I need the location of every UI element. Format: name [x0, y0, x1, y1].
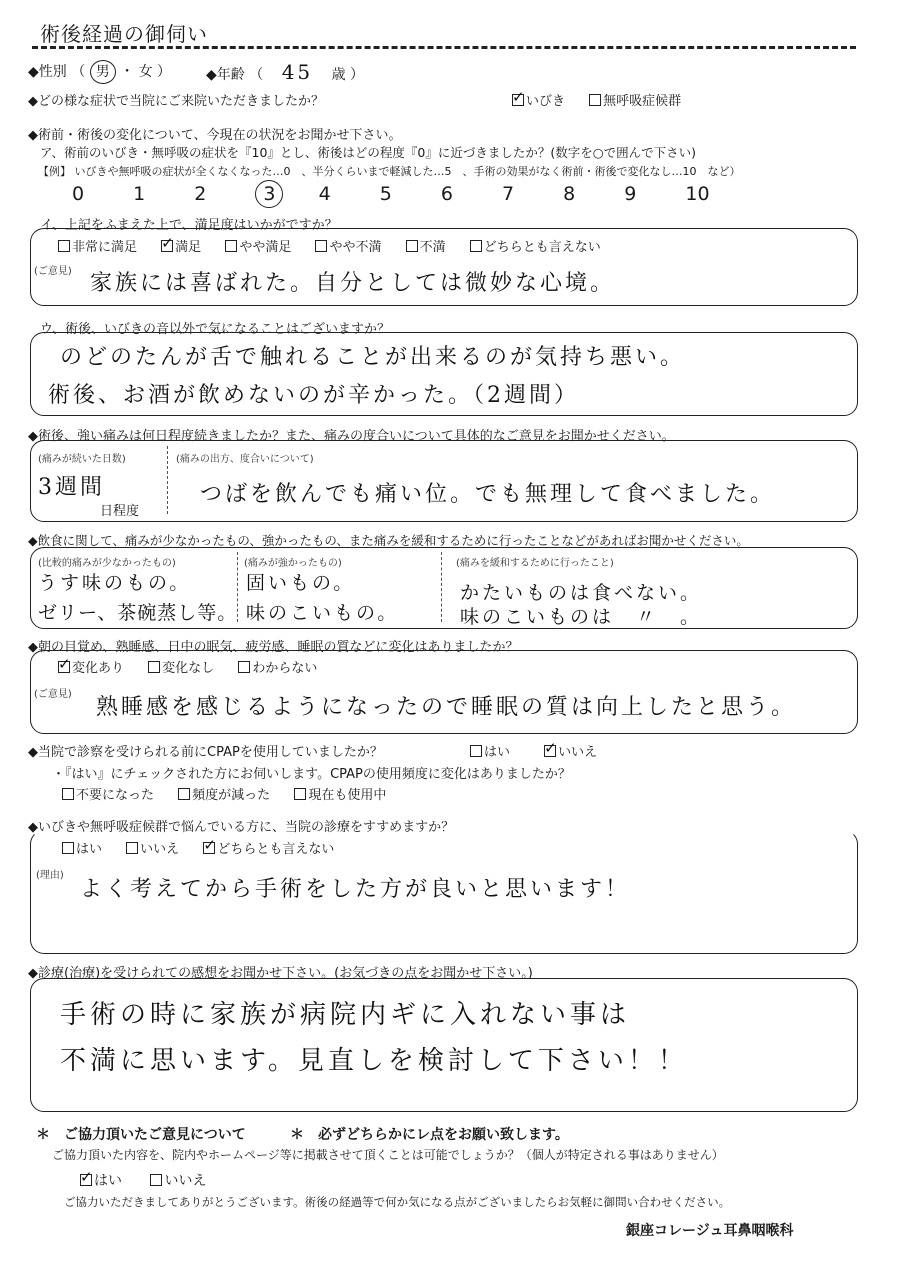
satisfaction-question: イ、上記をふまえた上で、満足度はいかがですか？	[40, 218, 338, 233]
scale-1[interactable]: 1	[133, 183, 146, 205]
cpap-sub-options	[62, 784, 386, 803]
page-title: 術後経過の御伺い	[40, 22, 208, 46]
recommend-neither-label: どちらとも言えない	[217, 842, 335, 857]
footer-heading-a: ＊ ご協力頂いたご意見について	[36, 1127, 246, 1143]
title-divider	[32, 46, 856, 49]
sex-male-option[interactable]: 男	[90, 60, 116, 84]
food-divider-2	[441, 552, 442, 622]
apnea-label: 無呼吸症候群	[603, 94, 682, 109]
cpap-options	[470, 741, 597, 760]
satisfaction-options	[58, 236, 601, 255]
pain-days-value[interactable]: 3週間	[38, 475, 105, 500]
footer-options	[80, 1170, 206, 1190]
cpap-reduced-label: 頻度が減った	[192, 788, 271, 803]
very-satisfied-checkbox[interactable]	[58, 240, 70, 252]
symptom-options	[512, 90, 681, 109]
somewhat-dissatisfied-checkbox[interactable]	[315, 240, 327, 252]
pain-question: ◆術後、強い痛みは何日程度続きましたか？また、痛みの度合いについて具体的なご意見をお聞かせください。	[28, 429, 675, 444]
publish-yes-checkbox[interactable]	[80, 1174, 92, 1186]
age-label: ◆年齢	[206, 67, 245, 83]
satisfied-label: 満足	[175, 240, 202, 255]
cpap-reduced-checkbox[interactable]	[178, 788, 190, 800]
cpap-yes-label: はい	[484, 745, 511, 760]
sleep-opinion[interactable]: 熟睡感を感じるようになったので睡眠の質は向上したと思う。	[96, 695, 797, 720]
food-col1-line1[interactable]: うす味のもの。	[38, 572, 192, 594]
recommend-no-label: いいえ	[140, 842, 180, 857]
cpap-no-checkbox[interactable]	[544, 745, 556, 757]
recommend-question: ◆いびきや無呼吸症候群で悩んでいる方に、当院の診療をすすめますか？	[28, 820, 455, 835]
age-unit: 歳	[331, 67, 346, 83]
food-col2-line2[interactable]: 味のこいもの。	[246, 602, 400, 624]
pain-days-unit: 日程度	[100, 504, 140, 519]
sleep-options	[58, 657, 317, 676]
cpap-unneeded-checkbox[interactable]	[62, 788, 74, 800]
publish-no-label: いいえ	[164, 1173, 207, 1189]
scale-0[interactable]: 0	[72, 183, 85, 205]
scale-3-selected[interactable]: 3	[255, 180, 283, 208]
food-col2-label: (痛みが強かったもの)	[244, 558, 342, 569]
publish-yes-label: はい	[94, 1173, 122, 1189]
scale-8[interactable]: 8	[563, 183, 576, 205]
sleep-changed-label: 変化あり	[72, 661, 125, 676]
clinic-name: 銀座コレージュ耳鼻咽喉科	[626, 1223, 794, 1239]
age-open: （	[249, 67, 264, 83]
somewhat-dissatisfied-label: やや不満	[329, 240, 382, 255]
snoring-checkbox[interactable]	[512, 94, 524, 106]
sex-female-option[interactable]: 女	[138, 64, 153, 80]
food-col3-line1[interactable]: かたいものは食べない。	[460, 582, 703, 604]
food-col2-line1[interactable]: 固いもの。	[246, 572, 356, 594]
footer-question: ご協力頂いた内容を、院内やホームページ等に掲載させて頂くことは可能でしょうか？（個人が特定される事はありません）	[52, 1148, 724, 1162]
publish-no-checkbox[interactable]	[150, 1174, 162, 1186]
apnea-checkbox[interactable]	[589, 94, 601, 106]
other-concerns-question: ウ、術後、いびきの音以外で気になることはございますか？	[40, 322, 390, 337]
footer-heading-b: ＊ 必ずどちらかにレ点をお願い致します。	[290, 1127, 569, 1143]
food-col1-label: (比較的痛みが少なかったもの)	[38, 558, 176, 569]
pain-days-label: (痛みが続いた日数)	[38, 454, 126, 465]
cpap-question: ◆当院で診察を受けられる前にCPAPを使用していましたか？	[28, 745, 383, 760]
scale-10[interactable]: 10	[685, 183, 710, 205]
recommend-yes-label: はい	[76, 842, 103, 857]
change-question: ◆術前・術後の変化について、今現在の状況をお聞かせ下さい。	[28, 128, 402, 143]
pain-divider	[167, 446, 168, 514]
cpap-subquestion: ・『はい』にチェックされた方にお伺いします。CPAPの使用頻度に変化はありましたか？	[52, 767, 571, 782]
dissatisfied-checkbox[interactable]	[406, 240, 418, 252]
sleep-changed-checkbox[interactable]	[58, 661, 70, 673]
sex-label: ◆性別	[28, 64, 67, 80]
satisfaction-opinion-label: (ご意見)	[34, 266, 72, 277]
pain-detail[interactable]: つばを飲んでも痛い位。でも無理して食べました。	[200, 482, 776, 507]
impression-question: ◆診療(治療)を受けられての感想をお聞かせ下さい。(お気づきの点をお聞かせ下さい。)	[28, 966, 533, 981]
scale-7[interactable]: 7	[501, 183, 515, 205]
impression-answer-2[interactable]: 不満に思います。見直しを検討して下さい！！	[60, 1046, 688, 1076]
footer-thanks: ご協力いただきましてありがとうございます。術後の経過等で何か気になる点がございましたらお気軽に御問い合わせください。	[64, 1195, 731, 1209]
scale-9[interactable]: 9	[624, 183, 637, 205]
scale-4[interactable]: 4	[318, 183, 331, 205]
scale-5[interactable]: 5	[379, 183, 392, 205]
sex-open: （	[71, 64, 86, 80]
change-subquestion: ア、術前のいびき・無呼吸の症状を『10』とし、術後はどの程度『0』に近づきましたか？(数字を○で囲んで下さい)	[40, 145, 697, 160]
food-col3-label: (痛みを緩和するために行ったこと)	[456, 558, 614, 569]
somewhat-satisfied-checkbox[interactable]	[225, 240, 237, 252]
other-concerns-answer-1[interactable]: のどのたんが舌で触れることが出来るのが気持ち悪い。	[60, 345, 686, 370]
change-example: 【例】 いびきや無呼吸の症状が全くなくなった…0 、半分くらいまで軽減した…5 、手術の効果がなく術前・術後で変化なし…10 など）	[38, 165, 741, 178]
sleep-opinion-label: (ご意見)	[34, 689, 72, 700]
sleep-unknown-checkbox[interactable]	[238, 661, 250, 673]
pain-detail-label: (痛みの出方、度合いについて)	[176, 454, 314, 465]
other-concerns-answer-2[interactable]: 術後、お酒が飲めないのが辛かった。（2週間）	[48, 383, 579, 408]
neither-label: どちらとも言えない	[483, 240, 601, 255]
cpap-still-using-label: 現在も使用中	[308, 788, 387, 803]
age-value[interactable]: 45	[281, 60, 314, 84]
food-col1-line2[interactable]: ゼリー、茶碗蒸し等。	[38, 602, 238, 624]
scale-6[interactable]: 6	[440, 183, 453, 205]
sleep-question: ◆朝の目覚め、熟睡感、日中の眠気、疲労感、睡眠の質などに変化はありましたか？	[28, 640, 519, 655]
recommend-reason[interactable]: よく考えてから手術をした方が良いと思います！	[80, 877, 631, 902]
sleep-unchanged-label: 変化なし	[162, 661, 215, 676]
recommend-reason-label: (理由)	[36, 870, 64, 881]
change-scale	[72, 180, 742, 208]
sleep-unknown-label: わからない	[252, 661, 318, 676]
cpap-yes-checkbox[interactable]	[470, 745, 482, 757]
very-satisfied-label: 非常に満足	[72, 240, 138, 255]
food-col3-line2[interactable]: 味のこいものは 〃 。	[460, 606, 703, 628]
somewhat-satisfied-label: やや満足	[239, 240, 292, 255]
scale-2[interactable]: 2	[194, 183, 207, 205]
snoring-label: いびき	[526, 94, 566, 109]
symptom-question: ◆どの様な症状で当院にご来院いただきましたか？	[28, 94, 324, 109]
impression-answer-1[interactable]: 手術の時に家族が病院内ギに入れない事は	[60, 1000, 631, 1030]
age-close: ）	[350, 67, 365, 83]
dissatisfied-label: 不満	[419, 240, 446, 255]
sex-close: ）	[157, 64, 172, 80]
sleep-unchanged-checkbox[interactable]	[148, 661, 160, 673]
satisfaction-opinion[interactable]: 家族には喜ばれた。自分としては微妙な心境。	[90, 271, 616, 296]
sex-row	[28, 60, 171, 84]
sex-separator: ・	[120, 64, 135, 80]
cpap-no-label: いいえ	[558, 745, 598, 760]
food-question: ◆飲食に関して、痛みが少なかったもの、強かったもの、また痛みを緩和するために行ったことなどがあればお聞かせください。	[28, 533, 749, 548]
age-row	[206, 60, 364, 84]
neither-checkbox[interactable]	[470, 240, 482, 252]
cpap-still-using-checkbox[interactable]	[294, 788, 306, 800]
satisfied-checkbox[interactable]	[161, 240, 173, 252]
cpap-unneeded-label: 不要になった	[76, 788, 155, 803]
